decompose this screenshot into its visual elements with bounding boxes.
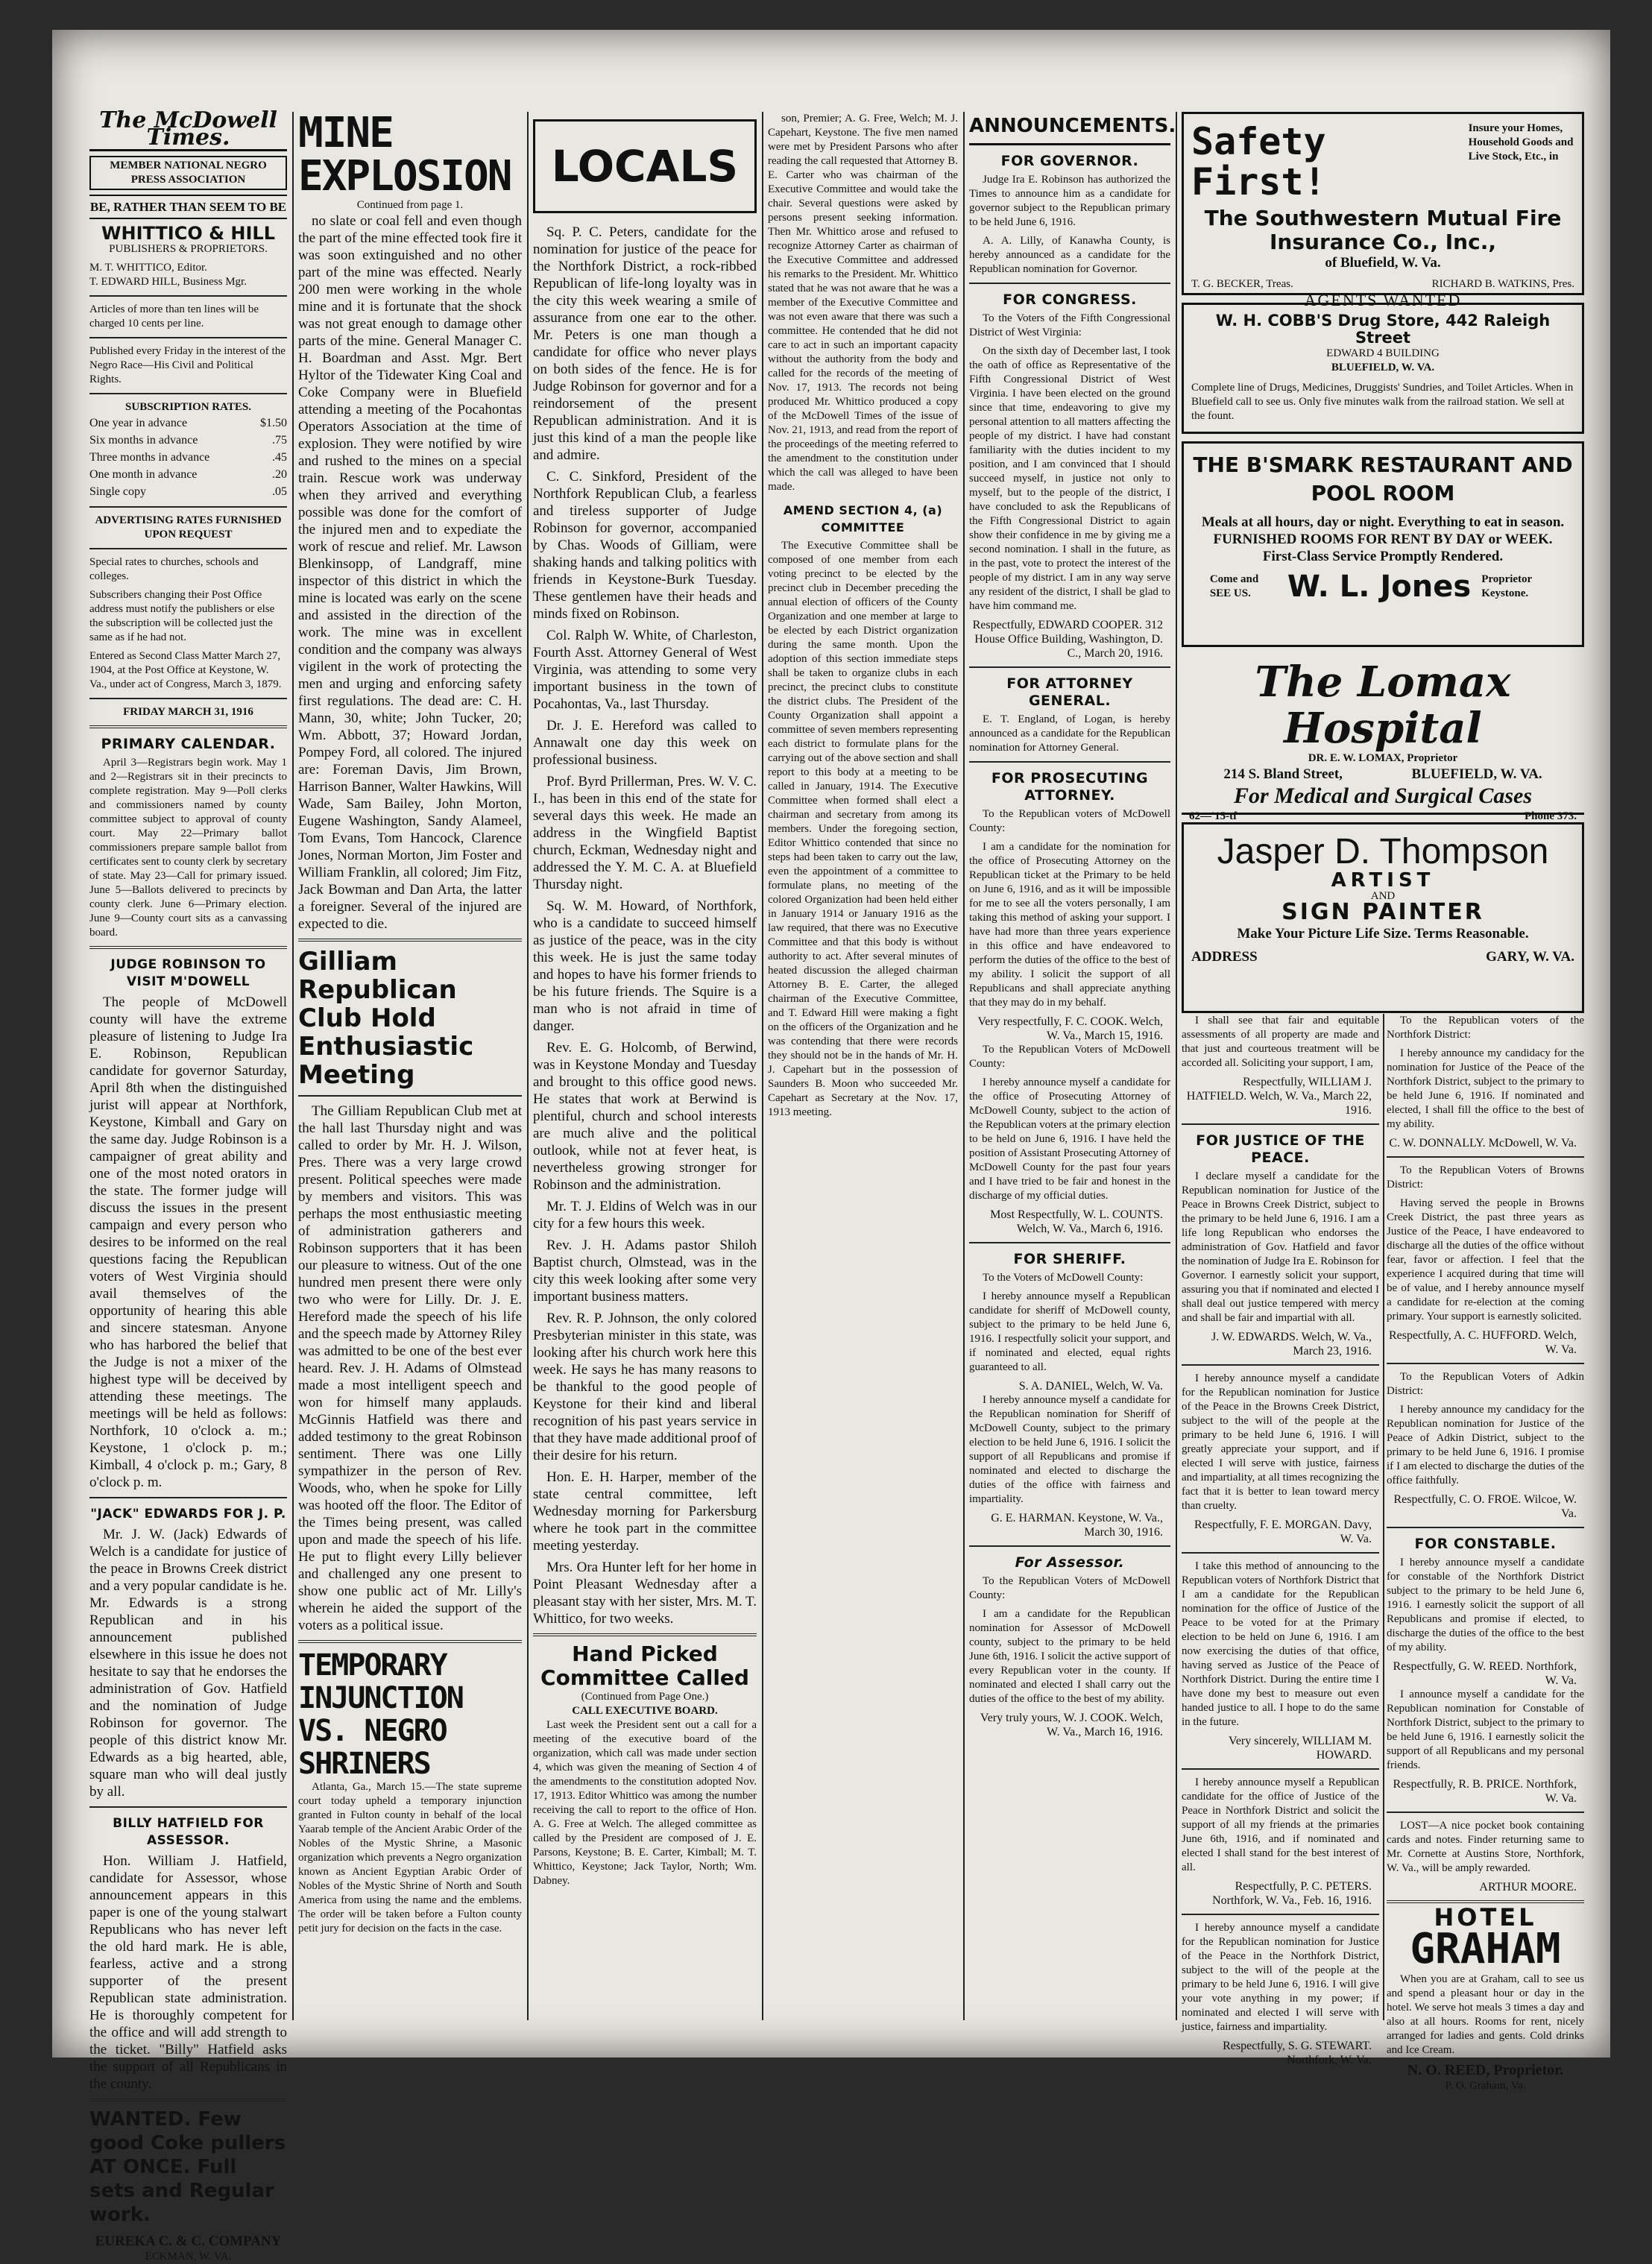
primary-text: April 3—Registrars begin work. May 1 and 2—Registrars sit in their precincts to complete registration. May 9—Poll clerks and commissioners named by county committee subject to approval of county court. May 22—Primary ballot commissioners prepare sample ballot from certificates sent to county clerk by secretary of state. May 23—Call for primary issued. June 5—Ballots delivered to precincts by county clerk. June 6—Primary election. June 9—County court sits as a canvassing board.: [89, 757, 287, 939]
continued-note: Continued from page 1.: [356, 199, 464, 211]
committee-continued-text: son, Premier; A. G. Free, Welch; M. J. Capehart, Keystone. The five men named were met by President Parsons who after reading the call requested that Attorney B. E. Carter who was chairman of the Executive Committee and would take the chair. Several questions were asked by persons present seeking information. Then Mr. Whittico arose and refused to recognize Attorney Carter as chairman of the Executive Committee and addressed his remarks to the President. Mr. Whittico stated that he was not aware that he was a member of the Executive Committee and was not even aware that there was such a committee. He contended that he did not care to act in such an important capacity without the authority from the body and called for the records of the meeting of Nov. 17, 1913. The records not being produced Mr. Whittico produced a copy of the McDowell Times of the issue of Nov. 21, 1913, and read from the report of the proceedings of the meeting referred to the amendment to the constitution under which the call was alleged to have been made.: [768, 113, 958, 493]
hatfield-signature: Respectfully, WILLIAM J. HATFIELD. Welch, W. Va., March 22, 1916.: [1186, 1076, 1372, 1117]
column-rule: [1383, 1014, 1384, 2020]
local-item: Hon. E. H. Harper, member of the state central committee, left Wednesday morning for Parkersburg where he took part in the committee meeting yesterday.: [533, 1469, 757, 1554]
local-item: C. C. Sinkford, President of the Northfork Republican Club, a fearless and tireless supporter of Judge Robinson for governor, accompanied by Chas. Woods of Gilliam, were shaking hands and talking politics with friends in Keystone-Burk Tuesday. These gentlemen have their heads and minds fixed on Robinson.: [533, 469, 757, 622]
a3-text: I hereby announce my candidacy for the Republican nomination for Justice of the Peace of Adkin District, subject to the primary to be held June 6, 1916. I promise if I am elected to discharge the duties of the office faithfully.: [1387, 1404, 1584, 1486]
wanted-ad: WANTED. Few good Coke pullers AT ONCE. Full sets and Regular work.: [89, 2108, 286, 2226]
gilliam-text: The Gilliam Republican Club met at the hall last Thursday night and was called to order by Mr. H. J. Wilson, Pres. There was a very large crowd present. Political speeches were made by members and visitors. This was perhaps the most enthusiastic meeting of administration gatherers and Robinson supporters that it has been our pleasure to witness. Out of the one hundred men present there were only two who were for Lilly. Dr. J. E. Hereford made the speech of his life and the speech made by Attorney Riley was admitted to be one of the best ever heard. Rev. J. H. Adams of Olmstead made a most intelligent speech and won for himself many applauds. McGinnis Hatfield was there and added testimony to the great Robinson sentiment. There was one Lilly sympathizer in the person of Rev. Woods, who, when he spoke for Lilly was hooted off the floor. The Editor of the Times being present, was called upon and made the speech of his life. He put to flight every Lilly believer and challenged any one present to show one public act of Mr. Lilly's wherein he aided the support of the voters as a political issue.: [298, 1103, 522, 1633]
jp2-text: I hereby announce myself a candidate for the Republican nomination for Justice of the Peace in the Browns Creek District, subject to the will of the people at the primary to be held June 6, 1916. I will greatly appreciate your support, and if elected I will serve with justice, fairness and impartiality, at all times recognizing the fact that it is better to lean toward mercy than cruelty.: [1182, 1372, 1379, 1512]
ag-text: E. T. England, of Logan, is hereby announced as a candidate for the Republican nomination for Attorney General.: [969, 713, 1170, 754]
pa2-signature: Most Respectfully, W. L. COUNTS. Welch, W. Va., March 6, 1916.: [990, 1208, 1163, 1235]
bismark-title: THE B'SMARK RESTAURANT AND POOL ROOM: [1193, 453, 1573, 505]
jp-text: I declare myself a candidate for the Republican nomination for Justice of the Peace in Browns Creek District, subject to the primary to be held June 6, 1916. I am a life long Republican who endorses the administration of Gov. Hatfield and favor the nomination of Judge Ira E. Robinson for Governor. I earnestly solicit your support, assuring you that if nominated and elected I shall deal out justice tempered with mercy and shall be fair and impartial with all.: [1182, 1170, 1379, 1324]
lomax-prop: DR. E. W. LOMAX, Proprietor: [1308, 752, 1458, 764]
entered-notice: Entered as Second Class Matter March 27, 1904, at the Post Office at Keystone, W. Va., under act of Congress, March 3, 1879.: [89, 650, 282, 690]
sheriff2-text: I hereby announce myself a candidate for the Republican nomination for Sheriff of McDowell County, subject to the primary election to be held June 6, 1916. I solicit the support of all Republicans and promise if nominated and elected to discharge the duties of the office with fairness and impartiality.: [969, 1394, 1170, 1505]
cobb-title: W. H. COBB'S Drug Store, 442 Raleigh Street: [1215, 312, 1551, 347]
lomax-slogan: For Medical and Surgical Cases: [1233, 783, 1533, 808]
subscribers-notice: Subscribers changing their Post Office address must notify the publishers or else the subscription will be collected just the same as if he had not.: [89, 589, 275, 643]
a2-text: Having served the people in Browns Creek District, the past three years as Justice of the Peace, I have endeavored to discharge all the duties of the office without fear, favor or affection. I feel that the experience I acquired during that time will be of value, and I hereby announce myself a candidate for re-election at the coming primary. Your support is earnestly solicited.: [1387, 1197, 1584, 1322]
primary-title: PRIMARY CALENDAR.: [101, 736, 276, 752]
congress-title: FOR CONGRESS.: [1003, 291, 1137, 308]
publishers-sub: PUBLISHERS & PROPRIETORS.: [109, 243, 268, 255]
lomax-phone: Phone 373.: [1524, 810, 1577, 822]
hatfield-text: Hon. William J. Hatfield, candidate for Assessor, whose announcement appears in this paper is one of the young stalwart Republicans who has never left the old hard mark. He is able, fearless, active and a strong supporter of the present Republican state administration. He is thoroughly competent for the office and will add strength to the ticket. "Billy" Hatfield asks the support of all Republicans in the county.: [89, 1853, 287, 2092]
announcements-headline: ANNOUNCEMENTS.: [969, 112, 1170, 145]
a3-intro: To the Republican Voters of Adkin District:: [1387, 1371, 1584, 1397]
wanted-company: EUREKA C. & C. COMPANY: [95, 2233, 282, 2249]
jp-title: FOR JUSTICE OF THE PEACE.: [1196, 1132, 1365, 1166]
rate-row: One month in advance .20: [89, 468, 287, 481]
thompson-slogan: Make Your Picture Life Size. Terms Reasonable.: [1237, 926, 1529, 942]
committee-headline: Hand Picked Committee Called: [540, 1642, 749, 1690]
president: RICHARD B. WATKINS, Pres.: [1431, 278, 1574, 290]
rate-row: Three months in advance .45: [89, 451, 287, 464]
publishers: WHITTICO & HILL: [101, 223, 275, 244]
local-item: Prof. Byrd Prillerman, Pres. W. V. C. I., has been in this end of the state for several days this week. He made an address in the Wingfield Baptist church, Eckman, Wednesday night and addressed the Y. M. C. A. at Bluefield Thursday night.: [533, 774, 757, 892]
lomax-city: BLUEFIELD, W. VA.: [1411, 766, 1542, 782]
wanted-place: ECKMAN, W. VA.: [145, 2251, 232, 2263]
local-item: Dr. J. E. Hereford was called to Annawalt one day this week on professional business.: [533, 718, 757, 768]
business-manager: T. EDWARD HILL, Business Mgr.: [89, 276, 247, 288]
gilliam-headline: Gilliam Republican Club Hold Enthusiastic Meeting: [298, 947, 474, 1090]
article-notice: Articles of more than ten lines will be charged 10 cents per line.: [89, 303, 259, 329]
hotel-text: When you are at Graham, call to see us and spend a pleasant hour or day in the hotel. We serve hot meals 3 times a day and also at all hours. Rooms for rent, nicely arranged for ladies and gents. Cold drinks and Ice Cream.: [1387, 1973, 1584, 2056]
bismark-name: W. L. Jones: [1287, 569, 1472, 604]
jp5-text: I hereby announce myself a candidate for the Republican nomination for Justice of the Peace in the Northfork District, subject to the will of the people at the primary to be held June 6, 1916. I will give your vote anything in my power; if nominated and elected I will serve with justice, fairness and impartiality.: [1182, 1922, 1379, 2033]
congress-intro: To the Voters of the Fifth Congressional District of West Virginia:: [969, 312, 1170, 338]
press-association: MEMBER NATIONAL NEGRO PRESS ASSOCIATION: [89, 156, 287, 190]
committee-text: Last week the President sent out a call for a meeting of the executive board of the organization, which call was made under section 4, which was given the meaning of Section 4 of the amendments to the constitution adopted Nov. 17, 1913. Editor Whittico was among the number receiving the call to report to the office of Hon. A. G. Free at Welch. The alleged committee as called by the President are composed of J. E. Parsons, Keystone; B. E. Carter, Kimball; M. T. Whittico, Keystone; Jack Taylor, North; Wm. Dabney.: [533, 1719, 757, 1887]
bismark-text-1: Meals at all hours, day or night. Everything to eat in season.: [1201, 514, 1565, 530]
rate-row: One year in advance $1.50: [89, 417, 287, 429]
sheriff2-signature: G. E. HARMAN. Keystone, W. Va., March 30, 1916.: [991, 1512, 1163, 1539]
jp2-signature: Respectfully, F. E. MORGAN. Davy, W. Va.: [1194, 1519, 1372, 1545]
sheriff-intro: To the Voters of McDowell County:: [983, 1272, 1144, 1284]
local-item: Sq. P. C. Peters, candidate for the nomination for justice of the peace for the Northfork District, a rock-ribbed Republican of life-long loyalty was in the city this week wearing a smile of assurance from one ear to the other. Mr. Peters is one man though a candidate for office who never plays on both sides of the fence. He is for Judge Robinson for governor and for a reindorsement of the present Republican administration. And it is just this kind of a man the people like and admire.: [533, 224, 757, 463]
jp5-signature: Respectfully, S. G. STEWART. Northfork, W. Va.: [1223, 2040, 1372, 2066]
sheriff-signature: S. A. DANIEL, Welch, W. Va.: [1018, 1380, 1163, 1393]
constable2-text: I announce myself a candidate for the Republican nomination for Constable of Northfork District, subject to the primary to be held June 6, 1916. I earnestly solicit the support of all Republicans and my personal friends.: [1387, 1688, 1584, 1771]
jp4-text: I hereby announce myself a Republican candidate for the office of Justice of the Peace in Northfork District and solicit the support of all my friends at the primaries June 6th, 1916, and if nominated and elected I shall stand for the best interest of all.: [1182, 1776, 1379, 1873]
column-rule: [527, 112, 529, 2020]
column-rule: [292, 112, 294, 2020]
published-notice: Published every Friday in the interest of the Negro Race—His Civil and Political Rights.: [89, 345, 286, 385]
column-rule: [1176, 112, 1177, 2020]
constable-text: I hereby announce myself a candidate for constable of the Northfork District subject to the primary to be held June 6, 1916. I earnestly solicit the support of all Republicans and promise if elected, to discharge the duties of the office to the best of my ability.: [1387, 1557, 1584, 1653]
assessor-signature: Very truly yours, W. J. COOK. Welch, W. Va., March 16, 1916.: [980, 1712, 1163, 1738]
thompson-address: ADDRESS: [1191, 949, 1258, 965]
jp4-signature: Respectfully, P. C. PETERS. Northfork, W. Va., Feb. 16, 1916.: [1212, 1880, 1372, 1907]
hotel-proprietor: N. O. REED, Proprietor.: [1407, 2062, 1564, 2078]
thompson-name: Jasper D. Thompson: [1217, 832, 1549, 871]
agents-wanted: AGENTS WANTED: [1304, 291, 1462, 309]
lost-signature: ARTHUR MOORE.: [1479, 1881, 1577, 1894]
thompson-ad: [1182, 822, 1584, 1013]
masthead-title: The McDowell Times.: [89, 112, 287, 151]
lomax-address: 214 S. Bland Street,: [1223, 766, 1343, 782]
bismark-text-2: FURNISHED ROOMS FOR RENT BY DAY or WEEK.: [1213, 532, 1553, 547]
sheriff-text: I hereby announce myself a Republican candidate for sheriff of McDowell county, subject to the primary to be held June 6, 1916. I respectfully solicit your support, and if nominated and elected, equal rights guaranteed to all.: [969, 1290, 1170, 1373]
hotel-place: P. O. Graham, Va.: [1445, 2080, 1526, 2092]
local-item: Mrs. Ora Hunter left for her home in Point Pleasant Wednesday after a pleasant stay with her sister, Mrs. M. T. Whittico, for two weeks.: [533, 1560, 757, 1627]
cobb-sub: EDWARD 4 BUILDING: [1326, 347, 1440, 359]
constable2-signature: Respectfully, R. B. PRICE. Northfork, W. Va.: [1393, 1778, 1577, 1805]
congress-signature: Respectfully, EDWARD COOPER. 312 House Office Building, Washington, D. C., March 20, 1916.: [972, 619, 1163, 660]
column-4: [768, 112, 958, 2020]
local-item: Sq. W. M. Howard, of Northfork, who is a candidate to succeed himself as justice of the peace, was in the city this week. He is just the same today and hopes to have his former friends to be his future friends. The Squire is a man who is not afraid in time of danger.: [533, 898, 757, 1034]
local-item: Mr. T. J. Eldins of Welch was in our city for a few hours this week.: [533, 1199, 757, 1232]
hotel-name: GRAHAM: [1410, 1925, 1561, 1973]
ag-title: FOR ATTORNEY GENERAL.: [1006, 675, 1133, 709]
assessor-title: For Assessor.: [1015, 1554, 1125, 1571]
committee-continued: (Continued from Page One.): [581, 1691, 709, 1703]
congress-text: On the sixth day of December last, I took the oath of office as Representative of the Fifth Congressional District of West Virginia. I have been elected on the ground since that time, endeavoring to give my personal attention to all matters affecting the people of my district. I have had constant familiarity with the duties incident to my position, and I am convinced that I should succeed myself, in justice not only to myself, but to the people of the district, I have concluded to ask the Republicans of the Fifth Congressional District to again show their confidence in me by giving me a second nomination. I shall in the future, as in the past, vote to protect the interest of the people of my district. I am in any way serve any resident of the district, I shall be glad to have him command me.: [969, 345, 1170, 612]
thompson-city: GARY, W. VA.: [1486, 949, 1574, 965]
governor-text: A. A. Lilly, of Kanawha County, is hereby announced as a candidate for the Republican nomination for Governor.: [969, 235, 1170, 275]
column-1: [89, 107, 287, 2263]
pa2-intro: To the Republican Voters of McDowell County:: [969, 1044, 1170, 1070]
pa-signature: Very respectfully, F. C. COOK. Welch, W. Va., March 15, 1916.: [977, 1015, 1163, 1042]
lost-notice: LOST—A nice pocket book containing cards and notes. Finder returning same to Mr. Cornette at Austins Store, Northfork, W. Va., will be amply rewarded.: [1387, 1820, 1584, 1874]
robinson-title: JUDGE ROBINSON TO VISIT M'DOWELL: [110, 957, 266, 989]
local-item: Rev. R. P. Johnson, the only colored Presbyterian minister in this state, was looking after his church work here this week. He says he has many reasons to be thankful to the good people of Keystone for their kind and liberal recognition of his past years service in that they have made additional proof of their desire for his return.: [533, 1311, 757, 1463]
column-rule: [762, 112, 763, 2020]
thompson-and: AND: [1370, 890, 1396, 902]
issue-date: FRIDAY MARCH 31, 1916: [123, 706, 253, 718]
newspaper-page: [52, 30, 1610, 2263]
cobb-drug-ad: [1182, 303, 1584, 434]
jp3-signature: Very sincerely, WILLIAM M. HOWARD.: [1229, 1735, 1372, 1762]
injunction-headline: TEMPORARY INJUNCTION VS. NEGRO SHRINERS: [298, 1648, 463, 1781]
bismark-prop: Proprietor Keystone.: [1481, 573, 1532, 599]
safety-first-ad: [1182, 112, 1584, 309]
column-6b: [1387, 1014, 1584, 2092]
thompson-sign: SIGN PAINTER: [1281, 899, 1484, 925]
sheriff-title: FOR SHERIFF.: [1013, 1251, 1126, 1267]
constable-title: FOR CONSTABLE.: [1414, 1536, 1557, 1552]
pa-title: FOR PROSECUTING ATTORNEY.: [991, 770, 1149, 804]
hotel-title: HOTEL: [1434, 1903, 1537, 1932]
mine-explosion-text: no slate or coal fell and even though the part of the mine effected took fire it was soon extinguished and no other part of the mine was effected. Nearly 200 men were working in the whole mine and it is fortunate that the shock was not great enough to damage other parts of the mine. General Manager C. H. Boardman and Asst. Mgr. Bert Hyltor of the Tidewater King Coal and Coke Company were in Bluefield attending a meeting of the Pocahontas Operators Association at the time of explosion. They were notified by wire and rushed to the mines on a special train. Rescue work was underway when they arrived and everything possible was done for the comfort of the injured men and to expediate the work of rescue and relief. Mr. Lawson Blenkinsopp, of Landgraff, mine inspector of this district in which the mine is located was early on the scene and assisted in the direction of the work. The mine was in excellent condition and the company was always vigilent in the work of protecting the men and urging and enforcing safety first regulations. The dead are: C. H. Mann, 30, white; John Tucker, 20; Wm. Abbott, 37; Howard Jordan, Pompey Ford, all colored. The injured are: Foreman Davis, Jim Brown, Harrison Banner, Walter Hawkins, Will Wade, Sam Bailey, John Morton, Eugene Washington, Sandy Alameel, Tom Evans, Tom Hancock, Clarence Jones, Norman Morton, Jim Foster and William Franklin, all colored; Jim Fitz, Jack Bowman and Dan Arta, the latter a foreigner. Several of the injured are expected to die.: [298, 213, 522, 932]
insurance-place: of Bluefield, W. Va.: [1325, 255, 1441, 271]
cobb-place: BLUEFIELD, W. VA.: [1331, 362, 1435, 373]
safety-first-title: Safety First!: [1191, 120, 1326, 204]
lomax-hospital-ad: [1182, 655, 1584, 822]
locals-headline: LOCALS: [533, 119, 757, 213]
local-item: Rev. J. H. Adams pastor Shiloh Baptist church, Olmstead, was in the city this week looking after some very important business matters.: [533, 1237, 757, 1305]
a1-signature: C. W. DONNALLY. McDowell, W. Va.: [1389, 1137, 1577, 1150]
a2-intro: To the Republican Voters of Browns District:: [1387, 1164, 1584, 1191]
treasurer: T. G. BECKER, Treas.: [1191, 278, 1293, 290]
committee-sub: CALL EXECUTIVE BOARD.: [572, 1705, 718, 1717]
governor-text: Judge Ira E. Robinson has authorized the Times to announce him as a candidate for governor subject to the Republican primary to be held June 6, 1916.: [969, 174, 1170, 228]
amend-title: AMEND SECTION 4, (a) COMMITTEE: [783, 503, 943, 535]
assessor-text: I am a candidate for the Republican nomination for Assessor of McDowell county, subject to the primary to be held June 6th, 1916. I solicit the active support of every Republican voter in the county. If nominated and elected I shall carry out the duties of the office to the best of my ability.: [969, 1608, 1170, 1705]
pa2-text: I hereby announce myself a candidate for the office of Prosecuting Attorney of McDowell County, subject to the action of the Republican voters at the primary election to be held on June 6, 1916. I have held the position of Assistant Prosecuting Attorney of McDowell County for the past four years and I have tried to be fair and honest in the discharge of my official duties.: [969, 1076, 1170, 1202]
rate-row: Six months in advance .75: [89, 434, 287, 447]
pa-intro: To the Republican voters of McDowell County:: [969, 808, 1170, 834]
bismark-come: Come and SEE US.: [1209, 573, 1259, 599]
a1-intro: To the Republican voters of the Northfork District:: [1387, 1015, 1584, 1041]
rates-table: [89, 414, 287, 500]
column-3: [533, 112, 757, 2020]
column-rule: [963, 112, 965, 2020]
column-5: [969, 112, 1176, 2020]
safety-side: Insure your Homes, Household Goods and Live Stock, Etc., in: [1468, 122, 1574, 163]
rates-title: SUBSCRIPTION RATES.: [125, 401, 251, 413]
edwards-text: Mr. J. W. (Jack) Edwards of Welch is a candidate for justice of the peace in Browns Creek district and a very popular candidate is he. Mr. Edwards is a strong Republican and in his announcement published elsewhere in this issue he does not hesitate to say that he endorses the administration of Gov. Hatfield and the nomination of Judge Robinson for governor. The people of this district know Mr. Edwards as a big hearted, able, square man who will deal justly by all.: [89, 1527, 287, 1800]
edwards-title: "JACK" EDWARDS FOR J. P.: [90, 1507, 286, 1522]
lomax-code: 62—'15-tf: [1189, 810, 1238, 822]
jp-signature: J. W. EDWARDS. Welch, W. Va., March 23, 1916.: [1211, 1331, 1372, 1358]
column-2: [298, 109, 522, 2020]
column-6-ads: [1182, 112, 1584, 1014]
hatfield-title: BILLY HATFIELD FOR ASSESSOR.: [113, 1816, 264, 1848]
column-6a: [1182, 1014, 1379, 2066]
special-rates: Special rates to churches, schools and colleges.: [89, 556, 259, 582]
bismark-ad: [1182, 441, 1584, 647]
editor: M. T. WHITTICO, Editor.: [89, 262, 207, 274]
rate-row: Single copy .05: [89, 485, 287, 498]
motto: BE, RATHER THAN SEEM TO BE: [89, 195, 287, 219]
bismark-text-3: First-Class Service Promptly Rendered.: [1262, 549, 1504, 564]
insurance-company: The Southwestern Mutual Fire Insurance Co., Inc.,: [1204, 206, 1562, 254]
hatfield-announcement: I shall see that fair and equitable assessments of all property are made and that just and courteous treatment will be accorded all. Soliciting your support, I am,: [1182, 1015, 1379, 1069]
lomax-title: The Lomax Hospital: [1255, 658, 1511, 753]
a1-text: I hereby announce my candidacy for the nomination for Justice of the Peace of the Northfork District, subject to the primary to be held June 6, 1916. If nominated and elected, I shall fill the office to the best of my ability.: [1387, 1047, 1584, 1130]
injunction-text: Atlanta, Ga., March 15.—The state supreme court today upheld a temporary injunction granted in Fulton county in behalf of the local Yaarab temple of the Ancient Arabic Order of the Nobles of the Mystic Shrine, a Masonic organization which prevents a Negro organization known as Ancient Egyptian Arabic Order of Nobles of the Mystic Shrine of North and South America from using the name and the emblems. The order will be taken before a Fulton county petit jury for decision on the facts in the case.: [298, 1781, 522, 1935]
jp3-text: I take this method of announcing to the Republican voters of Northfork District that I am a candidate for the Republican nomination for the office of Justice of the Peace to be voted for at the Primary election to be held on June 6, 1916. I am now exercising the duties of that office, having served as Justice of the Peace of Northfork District. During the entire time I have done my best to measure out even handed justice to all. I hope to do the same in the future.: [1182, 1560, 1379, 1728]
cobb-text: Complete line of Drugs, Medicines, Druggists' Sundries, and Toilet Articles. When in Bluefield call to see us. Only five minutes walk from the railroad station. We sell at the fount.: [1191, 382, 1574, 422]
governor-title: FOR GOVERNOR.: [1000, 153, 1139, 169]
local-item: Col. Ralph W. White, of Charleston, Fourth Asst. Attorney General of West Virginia, was attending to some very important business in the town of Pocahontas, Va., last Thursday.: [533, 628, 757, 712]
amend-text: The Executive Committee shall be composed of one member from each voting precinct to be elected by the precinct club in December preceding the annual election of officers of the County Organization and one member at large to be elected by each District organization during the same month. Upon the adoption of this section immediate steps shall be taken to organize clubs in each precinct, the precinct clubs to constitute the district clubs. The President of the County Organization shall appoint a committee of seven members representing each district to formulate plans for the carrying out of the above section and shall report to this body at a meeting to be called in January, 1914. The Executive Committee when formed shall elect a chairman and secretary from among its members. Under the foregoing section, Editor Whittico contended that since no steps had been taken to carry out the law, even the appointment of a committee to formulate plans, no meeting of the colored Organization had been held either in January 1914 or January 1916 as the law required, that there was no Executive Committee and that this body is without authority to act. After several minutes of heated discussion the alleged chairman Attorney B. E. Carter, the alleged chairman of the Executive Committee, and T. Edward Hill were making a fight on the officers of the Organization and he was contending that there were records they should not be in the hands of Mr. H. J. Capehart but in the possession of Saunders B. Moon who succeeded Mr. Capehart as Secretary at the Nov. 17, 1913 meeting.: [768, 540, 958, 1118]
a3-signature: Respectfully, C. O. FROE. Wilcoe, W. Va.: [1393, 1493, 1577, 1520]
robinson-text: The people of McDowell county will have the extreme pleasure of listening to Judge Ira E. Robinson, Republican candidate for governor Saturday, April 8th when the distinguished jurist will appear at Northfork, Keystone, Kimball and Gary on the same day. Judge Robinson is a campaigner of great ability and one of the most noted orators in the state. The former judge will discuss the issues in the present campaign and every person who desires to be informed on the real questions facing the Republican voters of West Virginia should avail themselves of the opportunity of hearing this able and sincere statesman. Anyone who has harbored the belief that the Judge is not a mixer of the highest type will be deceived by attending these meetings. The meetings will be held as follows: Northfork, 10 o'clock a. m.; Keystone, 1 o'clock p. m.; Kimball, 4 o'clock p. m.; Gary, 8 o'clock p. m.: [89, 994, 287, 1490]
assessor-intro: To the Republican Voters of McDowell County:: [969, 1575, 1170, 1601]
a2-signature: Respectfully, A. C. HUFFORD. Welch, W. Va.: [1388, 1329, 1577, 1356]
adv-title: ADVERTISING RATES FURNISHED UPON REQUEST: [95, 514, 282, 540]
thompson-artist: ARTIST: [1331, 869, 1435, 892]
local-item: Rev. E. G. Holcomb, of Berwind, was in Keystone Monday and Tuesday and brought to this office good news. He states that work at Berwind is plentiful, church and school interests are much alive and the political outlook, while not at fever heat, is nevertheless growing stronger for Robinson and the administration.: [533, 1040, 757, 1193]
pa-text: I am a candidate for the nomination for the office of Prosecuting Attorney on the Republican ticket at the Primary to be held on June 6, 1916, and as it will be impossible for me to see all the voters personally, I am taking this method of asking your support. I have had more than three years experience in this office and have endeavored to perform the duties of the office to the best of my ability. I solicit the support of all Republicans and shall appreciate anything that they may do in my behalf.: [969, 841, 1170, 1009]
constable-signature: Respectfully, G. W. REED. Northfork, W. Va.: [1393, 1660, 1577, 1687]
mine-explosion-headline: MINE EXPLOSION: [298, 109, 511, 201]
